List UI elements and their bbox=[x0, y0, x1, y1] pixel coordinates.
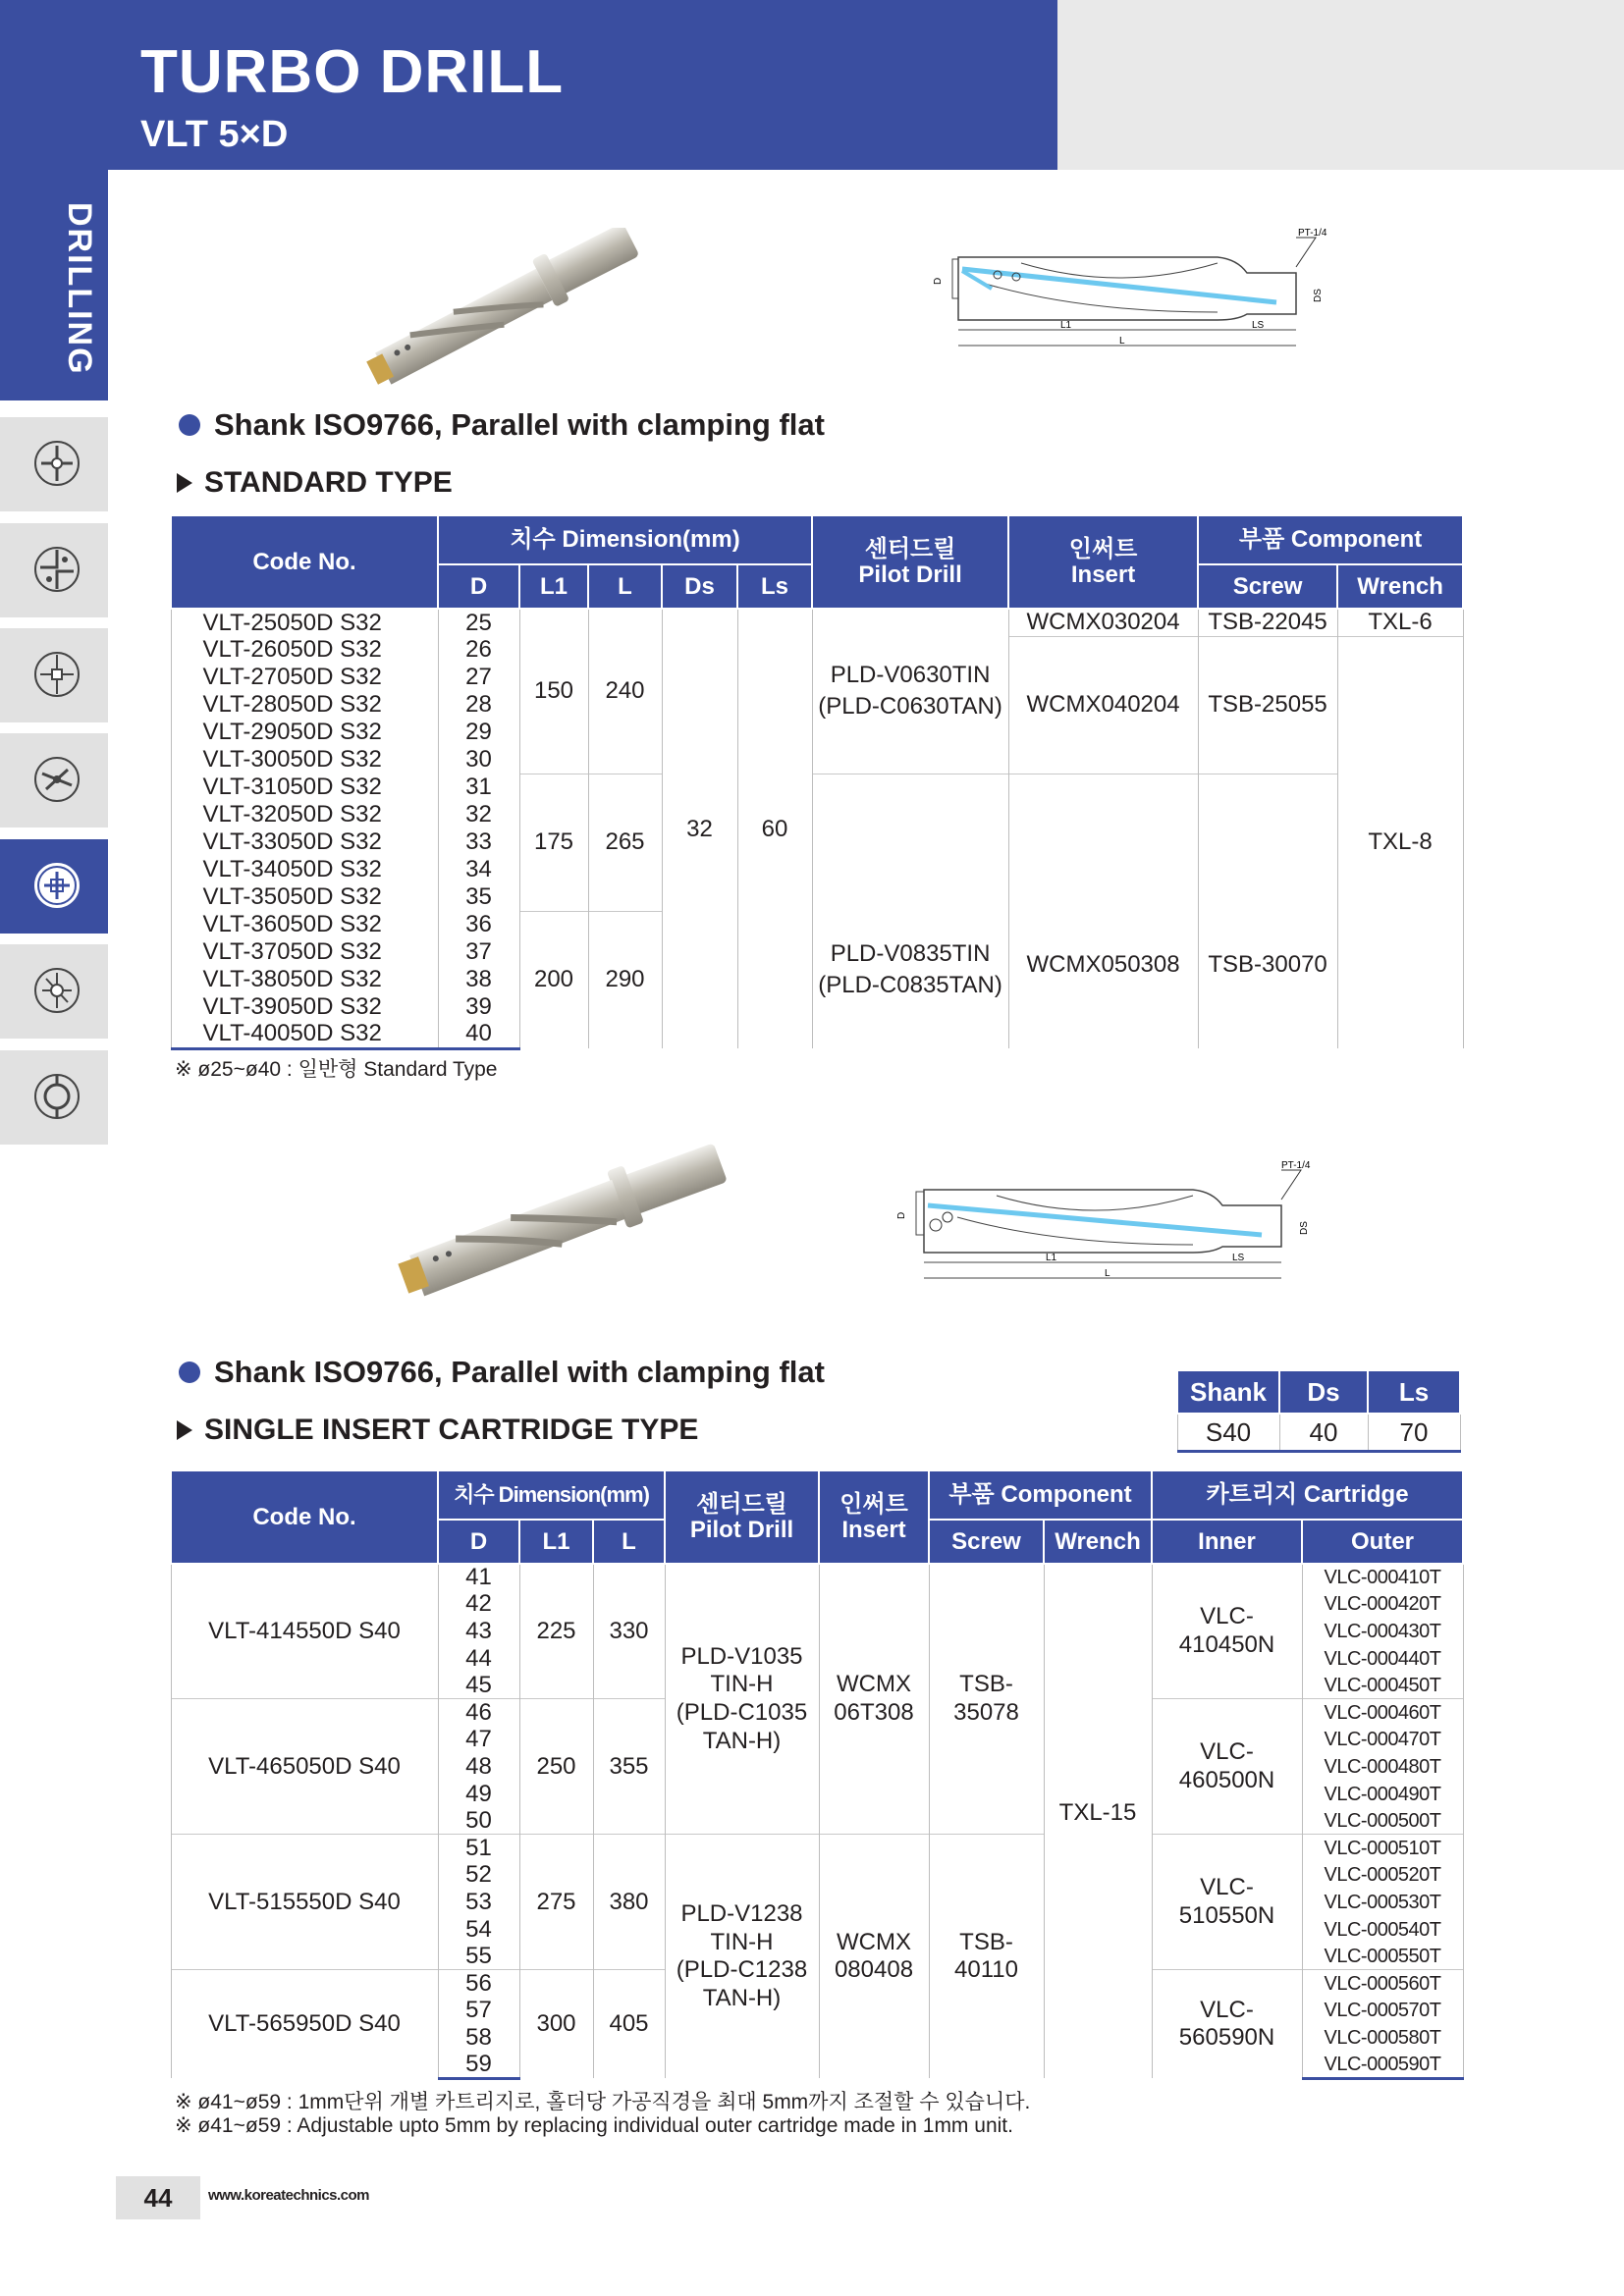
code-cell: VLT-26050D S32 bbox=[171, 636, 438, 664]
section2-subheading: SINGLE INSERT CARTRIDGE TYPE bbox=[177, 1414, 698, 1447]
code-cell: VLT-35050D S32 bbox=[171, 883, 438, 911]
cartridge-note-english: ※ ø41~ø59 : Adjustable upto 5mm by replacing individual outer cartridge made in 1mm unit. bbox=[175, 2114, 1013, 2137]
diameter-cell: 56 bbox=[438, 1970, 519, 1998]
diagram-label-pt: PT-1/4 bbox=[1298, 228, 1327, 239]
insert-cell: WCMX030204 bbox=[1008, 609, 1198, 636]
diameter-cell: 59 bbox=[438, 2052, 519, 2079]
insert-cell: WCMX050308 bbox=[1008, 774, 1198, 1048]
diameter-cell: 52 bbox=[438, 1862, 519, 1890]
diameter-cell: 25 bbox=[438, 609, 519, 636]
svg-text:L1: L1 bbox=[1060, 320, 1072, 331]
drill-face-icon bbox=[32, 961, 81, 1020]
svg-text:DS: DS bbox=[1299, 1221, 1310, 1235]
diameter-cell: 51 bbox=[438, 1835, 519, 1862]
header-ls: Ls bbox=[737, 564, 812, 609]
inner-cartridge-cell: VLC- 460500N bbox=[1152, 1699, 1302, 1835]
header-screw: Screw bbox=[1198, 564, 1337, 609]
page-number: 44 bbox=[116, 2176, 200, 2219]
drill-photo-cartridge bbox=[388, 1144, 741, 1301]
diameter-cell: 46 bbox=[438, 1699, 519, 1727]
outer-cartridge-cell: VLC-000520T bbox=[1302, 1862, 1463, 1890]
triangle-bullet-icon bbox=[177, 1420, 192, 1440]
l1-cell: 150 bbox=[519, 609, 588, 774]
code-cell: VLT-28050D S32 bbox=[171, 691, 438, 719]
screw-cell: TSB-30070 bbox=[1198, 774, 1337, 1048]
outer-cartridge-cell: VLC-000570T bbox=[1302, 1998, 1463, 2025]
diameter-cell: 32 bbox=[438, 801, 519, 828]
outer-cartridge-cell: VLC-000500T bbox=[1302, 1807, 1463, 1835]
svg-text:LS: LS bbox=[1232, 1253, 1245, 1263]
inner-cartridge-cell: VLC- 410450N bbox=[1152, 1564, 1302, 1699]
drill-face-icon bbox=[32, 645, 81, 704]
diameter-cell: 27 bbox=[438, 664, 519, 691]
diameter-cell: 35 bbox=[438, 883, 519, 911]
wrench-cell: TXL-15 bbox=[1044, 1564, 1152, 2078]
diameter-cell: 48 bbox=[438, 1753, 519, 1781]
svg-text:LS: LS bbox=[1252, 320, 1265, 331]
diameter-cell: 28 bbox=[438, 691, 519, 719]
diameter-cell: 58 bbox=[438, 2024, 519, 2052]
svg-text:L: L bbox=[1105, 1268, 1110, 1279]
table-row bbox=[171, 1835, 1463, 1862]
svg-text:DS: DS bbox=[1313, 289, 1324, 302]
code-cell: VLT-36050D S32 bbox=[171, 911, 438, 938]
diameter-cell: 55 bbox=[438, 1943, 519, 1970]
table-row bbox=[171, 609, 1463, 636]
bullet-icon bbox=[179, 1362, 200, 1383]
outer-cartridge-cell: VLC-000450T bbox=[1302, 1672, 1463, 1699]
header-outer: Outer bbox=[1302, 1520, 1463, 1564]
outer-cartridge-cell: VLC-000460T bbox=[1302, 1699, 1463, 1727]
code-cell: VLT-25050D S32 bbox=[171, 609, 438, 636]
l1-cell: 250 bbox=[519, 1699, 593, 1835]
outer-cartridge-cell: VLC-000580T bbox=[1302, 2024, 1463, 2052]
diameter-cell: 33 bbox=[438, 828, 519, 856]
side-tab-turbo-drill[interactable] bbox=[0, 839, 108, 934]
header-component: 부품 Component bbox=[929, 1470, 1152, 1520]
header-gray-band bbox=[1057, 0, 1624, 170]
side-tab-drill-type-2[interactable] bbox=[0, 523, 108, 618]
section1-heading: Shank ISO9766, Parallel with clamping flat bbox=[179, 407, 825, 443]
header-pilot-drill: 센터드릴 Pilot Drill bbox=[812, 515, 1008, 609]
outer-cartridge-cell: VLC-000540T bbox=[1302, 1916, 1463, 1944]
section2-heading: Shank ISO9766, Parallel with clamping flat bbox=[179, 1355, 825, 1390]
pilot-drill-cell: PLD-V0630TIN (PLD-C0630TAN) bbox=[812, 609, 1008, 774]
diameter-cell: 40 bbox=[438, 1021, 519, 1048]
header-l1: L1 bbox=[519, 564, 588, 609]
shank-table bbox=[1176, 1369, 1461, 1453]
header-pilot-drill: 센터드릴 Pilot Drill bbox=[665, 1470, 819, 1564]
code-cell: VLT-27050D S32 bbox=[171, 664, 438, 691]
outer-cartridge-cell: VLC-000550T bbox=[1302, 1943, 1463, 1970]
diameter-cell: 38 bbox=[438, 966, 519, 993]
outer-cartridge-cell: VLC-000590T bbox=[1302, 2052, 1463, 2079]
l1-cell: 200 bbox=[519, 911, 588, 1048]
code-cell: VLT-40050D S32 bbox=[171, 1021, 438, 1048]
code-cell: VLT-565950D S40 bbox=[171, 1970, 438, 2078]
pilot-drill-cell: PLD-V0835TIN (PLD-C0835TAN) bbox=[812, 774, 1008, 1048]
standard-type-note: ※ ø25~ø40 : 일반형 Standard Type bbox=[175, 1058, 498, 1081]
diameter-cell: 47 bbox=[438, 1727, 519, 1754]
code-cell: VLT-29050D S32 bbox=[171, 719, 438, 746]
wrench-cell: TXL-8 bbox=[1337, 636, 1463, 1048]
header-insert: 인써트 Insert bbox=[819, 1470, 929, 1564]
side-tab-drill-type-1[interactable] bbox=[0, 417, 108, 512]
ds-value: 40 bbox=[1279, 1414, 1368, 1452]
l1-cell: 225 bbox=[519, 1564, 593, 1699]
header-component: 부품 Component bbox=[1198, 515, 1463, 564]
header-code-no: Code No. bbox=[171, 515, 438, 609]
svg-text:L: L bbox=[1119, 336, 1125, 347]
wrench-cell: TXL-6 bbox=[1337, 609, 1463, 636]
table-row bbox=[171, 1564, 1463, 1591]
l1-cell: 275 bbox=[519, 1835, 593, 1970]
svg-text:D: D bbox=[896, 1211, 907, 1219]
table-row bbox=[171, 774, 1463, 801]
l-cell: 355 bbox=[593, 1699, 665, 1835]
side-tab-drill-type-6[interactable] bbox=[0, 944, 108, 1040]
svg-text:L1: L1 bbox=[1046, 1253, 1057, 1263]
outer-cartridge-cell: VLC-000480T bbox=[1302, 1753, 1463, 1781]
ds-header: Ds bbox=[1279, 1370, 1368, 1414]
page-subtitle: VLT 5×D bbox=[140, 114, 289, 155]
side-tab-drill-type-7[interactable] bbox=[0, 1050, 108, 1146]
diameter-cell: 54 bbox=[438, 1916, 519, 1944]
header-insert: 인써트 Insert bbox=[1008, 515, 1198, 609]
screw-cell: TSB-22045 bbox=[1198, 609, 1337, 636]
diameter-cell: 44 bbox=[438, 1645, 519, 1673]
website-link[interactable]: www.koreatechnics.com bbox=[208, 2187, 370, 2204]
code-cell: VLT-34050D S32 bbox=[171, 856, 438, 883]
bullet-icon bbox=[179, 414, 200, 436]
code-cell: VLT-37050D S32 bbox=[171, 938, 438, 966]
diameter-cell: 30 bbox=[438, 746, 519, 774]
drill-dimension-diagram-2 bbox=[889, 1156, 1350, 1289]
outer-cartridge-cell: VLC-000560T bbox=[1302, 1970, 1463, 1998]
drill-face-icon bbox=[32, 856, 81, 915]
outer-cartridge-cell: VLC-000420T bbox=[1302, 1591, 1463, 1619]
code-cell: VLT-515550D S40 bbox=[171, 1835, 438, 1970]
code-cell: VLT-38050D S32 bbox=[171, 966, 438, 993]
l-cell: 380 bbox=[593, 1835, 665, 1970]
screw-cell: TSB- 40110 bbox=[929, 1835, 1044, 2078]
drill-photo-standard bbox=[349, 228, 663, 385]
diameter-cell: 41 bbox=[438, 1564, 519, 1591]
header-dimension: 치수 Dimension(mm) bbox=[438, 1470, 665, 1520]
diameter-cell: 42 bbox=[438, 1591, 519, 1619]
page-title: TURBO DRILL bbox=[140, 38, 565, 106]
diameter-cell: 49 bbox=[438, 1781, 519, 1808]
shank-value: S40 bbox=[1177, 1414, 1279, 1452]
inner-cartridge-cell: VLC- 560590N bbox=[1152, 1970, 1302, 2078]
outer-cartridge-cell: VLC-000510T bbox=[1302, 1835, 1463, 1862]
diameter-cell: 29 bbox=[438, 719, 519, 746]
header-l1: L1 bbox=[519, 1520, 593, 1564]
code-cell: VLT-32050D S32 bbox=[171, 801, 438, 828]
l-cell: 405 bbox=[593, 1970, 665, 2078]
insert-cell: WCMX 080408 bbox=[819, 1835, 929, 2078]
side-section-label: DRILLING bbox=[61, 202, 98, 376]
l-cell: 240 bbox=[588, 609, 662, 774]
svg-text:D: D bbox=[933, 277, 944, 285]
diameter-cell: 50 bbox=[438, 1807, 519, 1835]
header-ds: Ds bbox=[662, 564, 737, 609]
code-cell: VLT-30050D S32 bbox=[171, 746, 438, 774]
code-cell: VLT-33050D S32 bbox=[171, 828, 438, 856]
header-code-no: Code No. bbox=[171, 1470, 438, 1564]
shank-header: Shank bbox=[1177, 1370, 1279, 1414]
code-cell: VLT-39050D S32 bbox=[171, 993, 438, 1021]
cartridge-note-korean: ※ ø41~ø59 : 1mm단위 개별 카트리지로, 홀더당 가공직경을 최대 5mm까지 조절할 수 있습니다. bbox=[175, 2091, 1031, 2113]
code-cell: VLT-465050D S40 bbox=[171, 1699, 438, 1835]
diameter-cell: 53 bbox=[438, 1889, 519, 1916]
side-tab-drill-type-3[interactable] bbox=[0, 628, 108, 723]
diameter-cell: 26 bbox=[438, 636, 519, 664]
outer-cartridge-cell: VLC-000490T bbox=[1302, 1781, 1463, 1808]
header-cartridge: 카트리지 Cartridge bbox=[1152, 1470, 1463, 1520]
outer-cartridge-cell: VLC-000470T bbox=[1302, 1727, 1463, 1754]
diameter-cell: 34 bbox=[438, 856, 519, 883]
svg-text:PT-1/4: PT-1/4 bbox=[1281, 1160, 1311, 1171]
diameter-cell: 39 bbox=[438, 993, 519, 1021]
ds-cell: 32 bbox=[662, 609, 737, 1048]
pilot-drill-cell: PLD-V1238 TIN-H (PLD-C1238 TAN-H) bbox=[665, 1835, 819, 2078]
outer-cartridge-cell: VLC-000430T bbox=[1302, 1618, 1463, 1645]
header-l: L bbox=[588, 564, 662, 609]
ls-cell: 60 bbox=[737, 609, 812, 1048]
drill-face-icon bbox=[32, 434, 81, 493]
screw-cell: TSB- 35078 bbox=[929, 1564, 1044, 1835]
l-cell: 265 bbox=[588, 774, 662, 911]
inner-cartridge-cell: VLC- 510550N bbox=[1152, 1835, 1302, 1970]
triangle-bullet-icon bbox=[177, 473, 192, 493]
section1-subheading: STANDARD TYPE bbox=[177, 466, 453, 500]
l1-cell: 300 bbox=[519, 1970, 593, 2078]
outer-cartridge-cell: VLC-000440T bbox=[1302, 1645, 1463, 1673]
ls-header: Ls bbox=[1368, 1370, 1460, 1414]
insert-cell: WCMX 06T308 bbox=[819, 1564, 929, 1835]
header-screw: Screw bbox=[929, 1520, 1044, 1564]
code-cell: VLT-414550D S40 bbox=[171, 1564, 438, 1699]
diameter-cell: 43 bbox=[438, 1618, 519, 1645]
cartridge-type-table bbox=[170, 1469, 1464, 2080]
header-wrench: Wrench bbox=[1044, 1520, 1152, 1564]
ls-value: 70 bbox=[1368, 1414, 1460, 1452]
insert-cell: WCMX040204 bbox=[1008, 636, 1198, 774]
l1-cell: 175 bbox=[519, 774, 588, 911]
diameter-cell: 36 bbox=[438, 911, 519, 938]
pilot-drill-cell: PLD-V1035 TIN-H (PLD-C1035 TAN-H) bbox=[665, 1564, 819, 1835]
code-cell: VLT-31050D S32 bbox=[171, 774, 438, 801]
header-l: L bbox=[593, 1520, 665, 1564]
standard-type-table bbox=[170, 514, 1464, 1050]
outer-cartridge-cell: VLC-000530T bbox=[1302, 1889, 1463, 1916]
screw-cell: TSB-25055 bbox=[1198, 636, 1337, 774]
header-d: D bbox=[438, 1520, 519, 1564]
drill-face-icon bbox=[32, 1067, 81, 1126]
header-dimension: 치수 Dimension(mm) bbox=[438, 515, 812, 564]
diameter-cell: 37 bbox=[438, 938, 519, 966]
diameter-cell: 31 bbox=[438, 774, 519, 801]
diameter-cell: 57 bbox=[438, 1998, 519, 2025]
drill-dimension-diagram bbox=[923, 224, 1355, 356]
diameter-cell: 45 bbox=[438, 1672, 519, 1699]
l-cell: 290 bbox=[588, 911, 662, 1048]
header-inner: Inner bbox=[1152, 1520, 1302, 1564]
header-d: D bbox=[438, 564, 519, 609]
outer-cartridge-cell: VLC-000410T bbox=[1302, 1564, 1463, 1591]
header-wrench: Wrench bbox=[1337, 564, 1463, 609]
side-tab-drill-type-4[interactable] bbox=[0, 733, 108, 828]
drill-face-icon bbox=[32, 540, 81, 599]
l-cell: 330 bbox=[593, 1564, 665, 1699]
drill-face-icon bbox=[32, 750, 81, 809]
